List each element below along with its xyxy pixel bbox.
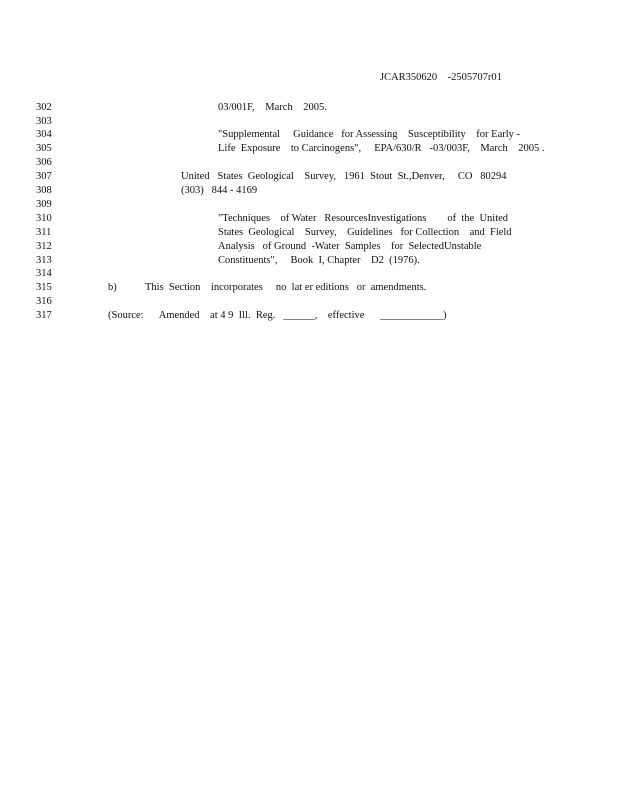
text-line-307 [0,170,618,184]
line-number: 307 [36,171,52,182]
text-line-309 [0,198,618,212]
line-number: 317 [36,310,52,321]
line-text: (Source: Amended at 4 9 Ill. Reg. ______, effective ____________) [108,310,447,321]
line-text: "Supplemental Guidance for Assessing Susceptibility for Early - [218,129,521,140]
text-line-303 [0,115,618,129]
line-number: 302 [36,102,52,113]
text-line-315 [0,281,618,295]
text-line-305 [0,142,618,156]
text-line-317 [0,309,618,323]
line-number: 304 [36,129,52,140]
line-number: 311 [36,227,52,238]
line-number: 314 [36,268,52,279]
line-text: United States Geological Survey, 1961 Stout St.,Denver, CO 80294 [181,171,507,182]
line-text: "Techniques of Water ResourcesInvestigations of the United [218,213,509,224]
line-text: States Geological Survey, Guidelines for Collection and Field [218,227,512,238]
document-id-header: JCAR350620 -2505707r01 [380,72,502,83]
text-line-308 [0,184,618,198]
line-text: Analysis of Ground -Water Samples for SelectedUnstable [218,241,482,252]
line-text: This Section incorporates no lat er editions or amendments. [145,282,427,293]
line-number: 310 [36,213,52,224]
text-line-306 [0,156,618,170]
text-line-316 [0,295,618,309]
line-number: 313 [36,255,52,266]
line-number: 309 [36,199,52,210]
line-number: 316 [36,296,52,307]
line-number: 306 [36,157,52,168]
line-number: 305 [36,143,52,154]
text-line-314 [0,267,618,281]
line-number: 312 [36,241,52,252]
line-number: 303 [36,116,52,127]
line-text: 03/001F, March 2005. [218,102,327,113]
text-line-312 [0,240,618,254]
text-line-302 [0,101,618,115]
line-text: Constituents", Book I, Chapter D2 (1976). [218,255,420,266]
line-text: (303) 844 - 4169 [181,185,258,196]
line-text: Life Exposure to Carcinogens", EPA/630/R -03/003F, March 2005 . [218,143,545,154]
line-number: 308 [36,185,52,196]
line-number: 315 [36,282,52,293]
subsection-label: b) [108,282,117,293]
text-line-310 [0,212,618,226]
text-line-311 [0,226,618,240]
text-line-313 [0,254,618,268]
text-line-304 [0,128,618,142]
